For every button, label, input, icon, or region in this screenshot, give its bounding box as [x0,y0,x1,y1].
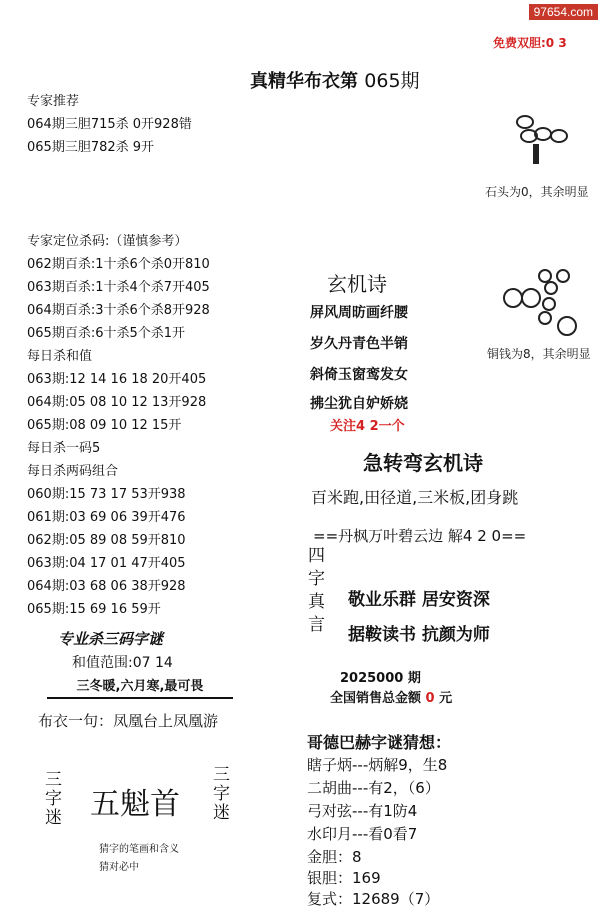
sum-range: 和值范围:07 14 [72,655,173,671]
kill-line: 064期百杀:3十杀6个杀8开928 [27,303,210,318]
sales-amount: 0 [425,691,435,706]
pro-poem: 三冬暖,六月寒,最可畏 [47,675,233,699]
poem-line: 屏风周昉画纤腰 [310,305,408,321]
two-line: 063期:04 17 01 47开405 [27,556,186,571]
riddle-heading: 哥德巴赫字谜猜想： [307,733,452,752]
kill-line: 062期百杀:1十杀6个杀0开810 [27,257,210,272]
riddle-line: 二胡曲---有2，（6） [307,779,440,797]
four-word-label: 四字真言 [304,546,324,638]
one-code-line: 每日杀一码5 [27,441,101,456]
two-line: 064期:03 68 06 38开928 [27,579,186,594]
riddle-big-word: 五魁首 [90,787,180,822]
riddle-line: 金胆：8 [307,848,362,866]
turn-answer: ==丹枫万叶碧云边 解4 2 0== [313,527,527,545]
turn-heading: 急转弯玄机诗 [363,451,483,475]
stone-chain-icon [505,112,575,172]
riddle-line: 瞎子炳---炳解9，生8 [307,756,448,774]
riddle-line: 银胆：169 [307,869,381,887]
poem-attention: 关注4 2一个 [330,419,405,434]
title-text: 真精华布衣第 [250,71,358,92]
poem-heading: 玄机诗 [327,272,387,296]
two-line: 061期:03 69 06 39开476 [27,510,186,525]
page-title [250,66,420,93]
expert-line: 064期三胆715杀 0开928错 [27,117,192,132]
poem-line: 斜倚玉窗鸾发女 [310,367,408,383]
free-double-label: 免费双胆:0 3 [493,36,567,50]
sales-line [330,687,452,706]
sum-heading: 每日杀和值 [27,349,93,364]
buyi-sentence: 布衣一句：凤凰台上凤凰游 [38,712,219,730]
riddle-note: 猜对必中 [99,862,139,873]
kill-heading: 专家定位杀码:（谨慎参考） [27,234,188,249]
turn-line: 百米跑,田径道,三米板,团身跳 [311,488,519,507]
kill-line: 065期百杀:6十杀5个杀1开 [27,326,186,341]
kill-line: 063期百杀:1十杀4个杀7开405 [27,280,210,295]
idiom-line: 据鞍读书 抗颜为师 [348,625,490,645]
site-badge[interactable]: 97654.com [529,4,598,20]
expert-line: 065期三胆782杀 9开 [27,140,155,155]
sales-text: 全国销售总金额 [330,691,422,706]
two-heading: 每日杀两码组合 [27,464,119,479]
riddle-label-right: 三字迷 [209,765,229,822]
coin-ribbon: 铜钱为8，其余明显 [487,347,591,361]
sum-line: 063期:12 14 16 18 20开405 [27,372,207,387]
two-line: 065期:15 69 16 59开 [27,602,161,617]
poem-line: 岁久丹青色半销 [310,336,408,352]
sum-line: 065期:08 09 10 12 15开 [27,418,182,433]
issue-number: 065期 [364,70,420,92]
riddle-note: 猜字的笔画和含义 [99,844,179,855]
two-line: 060期:15 73 17 53开938 [27,487,186,502]
coin-chain-icon [495,268,585,338]
sum-line: 064期:05 08 10 12 13开928 [27,395,207,410]
stone-ribbon: 石头为0，其余明显 [485,185,589,199]
riddle-line: 弓对弦---有1防4 [307,802,418,820]
expert-heading: 专家推荐 [27,94,80,109]
riddle-line: 复式：12689（7） [307,890,440,908]
sales-issue: 2025000 期 [340,671,421,686]
riddle-label-left: 三字迷 [41,770,61,827]
riddle-line: 水印月---看0看7 [307,825,418,843]
two-line: 062期:05 89 08 59开810 [27,533,186,548]
pro-heading: 专业杀三码字谜 [58,630,164,648]
sales-unit: 元 [439,691,453,706]
poem-line: 拂尘犹自妒娇娆 [310,396,408,412]
idiom-line: 敬业乐群 居安资深 [348,590,490,610]
